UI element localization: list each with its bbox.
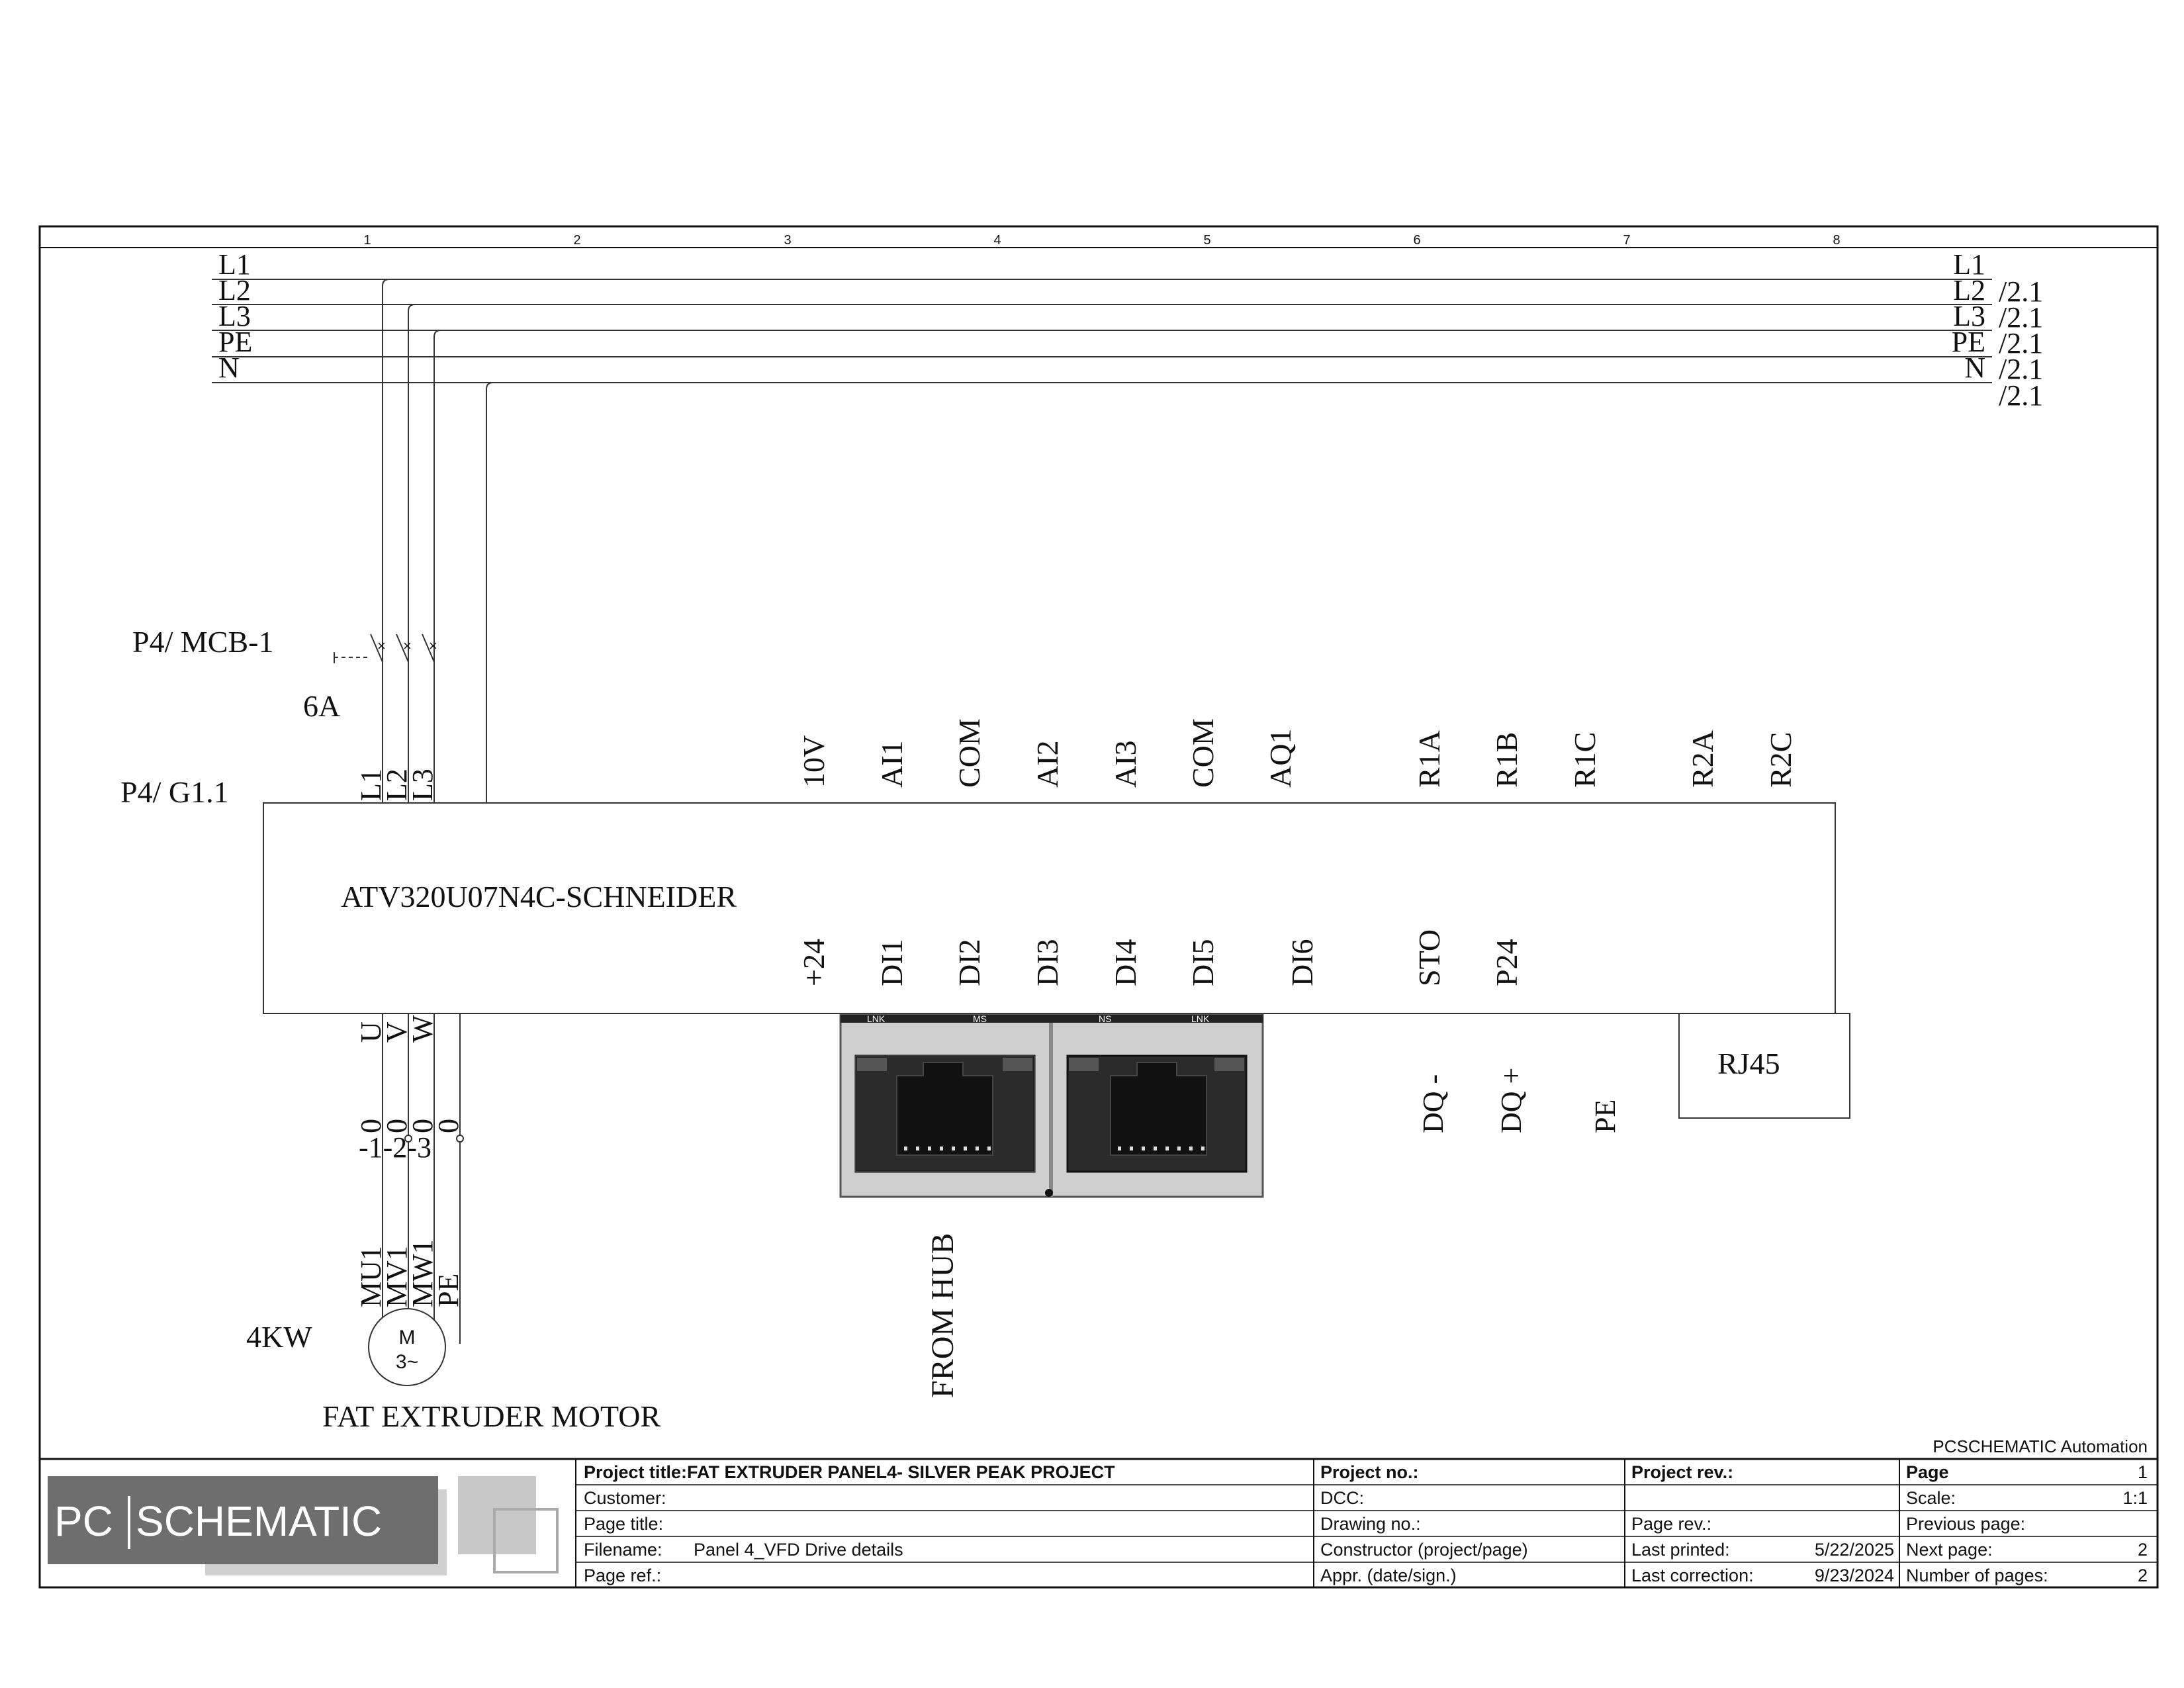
bottom-terminal-5: DI4 [1109,939,1142,986]
motor-symbol-phase: 3~ [395,1351,419,1373]
page-ref-2: /2.1 [1999,301,2044,334]
top-terminal-4: AI2 [1030,740,1064,788]
drive-power-inputs [355,769,439,801]
page-ref-label: Page ref.: [584,1566,662,1585]
terminal-ids: -1-2-3 [359,1131,432,1164]
port-label-lnk-right: LNK [1191,1013,1210,1024]
filename-label: Filename: [584,1540,662,1560]
column-number-4: 4 [993,233,1001,248]
page-ref-5: /2.1 [1999,379,2044,412]
next-page-value: 2 [2137,1540,2148,1560]
drive-top-terminals [797,718,1797,788]
bottom-terminal-1: +24 [797,939,831,986]
wire-mv1: MV1 [381,1246,413,1307]
motor-wire-labels [355,1239,465,1307]
rj45-pin [987,1147,991,1150]
top-terminal-1: 10V [797,735,831,788]
rj45-pin [1118,1147,1121,1150]
drive-in-l3: L3 [406,769,439,801]
breaker-x-3: × [429,637,437,654]
rj45-pin [1130,1147,1133,1150]
bus-right-l3: L3 [1953,300,1985,332]
previous-page-label: Previous page: [1906,1514,2026,1534]
rj45-pin [1154,1147,1157,1150]
logo-square-back [458,1476,536,1554]
top-terminal-5: AI3 [1109,740,1142,788]
rj45-pin [940,1147,943,1150]
num-pages-label: Number of pages: [1906,1566,2048,1585]
scale-label: Scale: [1906,1488,1956,1508]
drive-out-v: V [381,1021,413,1043]
page-label: Page [1906,1462,1949,1482]
rj45-label: RJ45 [1717,1047,1780,1080]
drive-tag: P4/ G1.1 [120,775,229,809]
project-no-label: Project no.: [1320,1462,1419,1482]
last-printed-value: 5/22/2025 [1814,1540,1894,1560]
terminal-num-2: 0 [406,1119,439,1133]
wire-pe: PE [432,1273,465,1307]
terminal-num-1: 0 [381,1119,413,1133]
project-title: Project title:FAT EXTRUDER PANEL4- SILVER PEAK PROJECT [584,1462,1115,1482]
top-terminal-8: R1A [1412,730,1446,788]
top-terminal-3: COM [952,718,986,788]
bottom-terminal-4: DI3 [1030,939,1064,986]
rj45-pin [1165,1147,1169,1150]
ethernet-ports [841,1013,1263,1197]
bottom-terminal-3: DI2 [952,939,986,986]
drive-in-l2: L2 [381,769,413,801]
last-correction-label: Last correction: [1631,1566,1754,1585]
bus-label-n: N [218,352,240,384]
top-terminal-11: R2A [1686,730,1719,788]
rj45-pin [916,1147,919,1150]
page-ref-3: /2.1 [1999,327,2044,359]
bottom-terminal-2: DI1 [875,939,909,986]
rj45-pin [1177,1147,1181,1150]
bus-right-l1: L1 [1953,248,1985,281]
project-rev-label: Project rev.: [1631,1462,1734,1482]
from-hub-label: FROM HUB [925,1233,960,1398]
bus-labels-left [218,248,252,384]
rj45-pin [1142,1147,1145,1150]
top-terminal-10: R1C [1568,731,1602,788]
bottom-terminal-7: DI6 [1285,939,1319,986]
page-ref-4: /2.1 [1999,353,2044,385]
page-value: 1 [2137,1462,2148,1482]
rj45-pin [1201,1147,1205,1150]
rj45-pin [928,1147,931,1150]
breaker-x-2: × [403,637,412,654]
top-terminal-7: AQ1 [1263,728,1297,788]
bus-label-l1: L1 [218,248,251,281]
comm-labels [1417,1068,1621,1133]
bottom-terminal-8: STO [1412,929,1446,986]
motor-power: 4KW [246,1320,312,1354]
rj45-pin [976,1147,979,1150]
column-number-2: 2 [573,233,581,248]
terminal-num-3: 0 [432,1119,465,1133]
motor-name: FAT EXTRUDER MOTOR [322,1399,661,1433]
dcc-label: DCC: [1320,1488,1364,1508]
breaker-rating: 6A [303,689,341,723]
power-bus [212,279,1992,804]
scale-value: 1:1 [2122,1488,2148,1508]
bus-right-n: N [1964,352,1985,384]
page-rev-label: Page rev.: [1631,1514,1712,1534]
motor-symbol-m: M [398,1327,416,1348]
page-ref-1: /2.1 [1999,275,2044,308]
bus-right-l2: L2 [1953,274,1985,306]
page-title-label: Page title: [584,1514,664,1534]
logo-pc: PC [54,1497,113,1545]
drive-in-l1: L1 [355,769,387,801]
terminal-block [355,1119,465,1164]
drive-model: ATV320U07N4C-SCHNEIDER [341,880,737,914]
logo-schematic: SCHEMATIC [136,1497,383,1545]
comm-pe: PE [1589,1099,1621,1133]
last-printed-label: Last printed: [1631,1540,1730,1560]
top-terminal-6: COM [1186,718,1220,788]
column-number-3: 3 [784,233,792,248]
bus-label-pe: PE [218,326,253,358]
software-name: PCSCHEMATIC Automation [1933,1436,2148,1456]
column-number-1: 1 [363,233,371,248]
rj45-pin [1189,1147,1193,1150]
bottom-terminal-6: DI5 [1186,939,1220,986]
column-number-7: 7 [1623,233,1631,248]
top-terminal-12: R2C [1764,731,1797,788]
comm-dq-minus: DQ - [1417,1074,1449,1133]
breaker-x-1: × [377,637,386,654]
column-number-6: 6 [1413,233,1421,248]
filename-value: Panel 4_VFD Drive details [694,1540,903,1560]
drive-out-u: U [355,1021,387,1043]
column-ticks [363,233,1840,248]
comm-dq-plus: DQ + [1495,1067,1527,1133]
next-page-label: Next page: [1906,1540,1993,1560]
wire-mu1: MU1 [355,1246,387,1307]
port-label-lnk-left: LNK [867,1013,886,1024]
last-correction-value: 9/23/2024 [1814,1566,1894,1585]
port-label-ns: NS [1099,1013,1112,1024]
approval-label: Appr. (date/sign.) [1320,1566,1457,1585]
bottom-terminal-9: P24 [1490,939,1524,986]
rj45-pin [964,1147,967,1150]
column-number-8: 8 [1833,233,1841,248]
wire-mw1: MW1 [406,1239,439,1307]
rj45-pin [952,1147,955,1150]
top-terminal-9: R1B [1490,731,1524,788]
constructor-label: Constructor (project/page) [1320,1540,1528,1560]
rj45-pin [904,1147,907,1150]
drive-out-w: W [406,1015,439,1043]
column-number-5: 5 [1203,233,1211,248]
breaker-tag: P4/ MCB-1 [132,625,274,659]
terminal-num-0: 0 [355,1119,387,1133]
customer-label: Customer: [584,1488,666,1508]
num-pages-value: 2 [2137,1566,2148,1585]
bus-right-pe: PE [1951,326,1985,358]
drawing-no-label: Drawing no.: [1320,1514,1421,1534]
title-block [40,1436,2158,1587]
bus-labels-right [1952,248,2044,412]
top-terminal-2: AI1 [875,740,909,788]
motor-output-labels [355,1015,439,1043]
port-label-ms: MS [973,1013,987,1024]
bus-label-l2: L2 [218,274,251,306]
bus-label-l3: L3 [218,300,251,332]
